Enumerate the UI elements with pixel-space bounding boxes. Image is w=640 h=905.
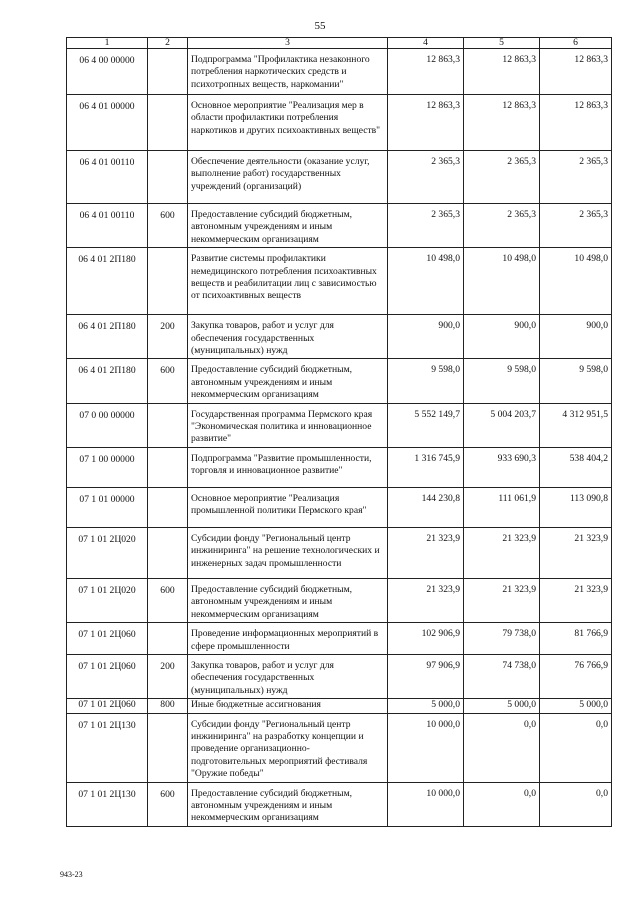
table-row xyxy=(67,527,612,578)
row-expense-type-cell: 200 xyxy=(148,315,188,359)
row-value-cell: 10 000,0 xyxy=(388,713,464,782)
row-expense-type-cell: 200 xyxy=(148,654,188,698)
row-value-cell: 9 598,0 xyxy=(540,359,612,403)
row-value-cell: 538 404,2 xyxy=(540,447,612,487)
row-name-cell: Иные бюджетные ассигнования xyxy=(188,699,388,713)
row-code-cell: 06 4 01 2П180 xyxy=(67,359,148,403)
column-header: 5 xyxy=(464,38,540,49)
column-header: 3 xyxy=(188,38,388,49)
row-value-cell: 5 000,0 xyxy=(388,699,464,713)
row-value-cell: 900,0 xyxy=(388,315,464,359)
row-value-cell: 0,0 xyxy=(540,713,612,782)
row-name-cell: Развитие системы профилактики немедицинского потребления психоактивных веществ и реабилитации лиц с зависимостью от психоактивных веществ xyxy=(188,248,388,315)
row-expense-type-cell: 600 xyxy=(148,359,188,403)
row-value-cell: 2 365,3 xyxy=(540,204,612,248)
table-row xyxy=(67,713,612,782)
column-header: 6 xyxy=(540,38,612,49)
row-value-cell: 0,0 xyxy=(464,713,540,782)
table-row xyxy=(67,95,612,151)
column-header: 4 xyxy=(388,38,464,49)
row-expense-type-cell xyxy=(148,623,188,655)
row-expense-type-cell: 600 xyxy=(148,578,188,622)
row-value-cell: 144 230,8 xyxy=(388,487,464,527)
row-value-cell: 1 316 745,9 xyxy=(388,447,464,487)
row-value-cell: 10 498,0 xyxy=(388,248,464,315)
row-name-cell: Предоставление субсидий бюджетным, автономным учреждениям и иным некоммерческим организациям xyxy=(188,782,388,826)
row-value-cell: 4 312 951,5 xyxy=(540,403,612,447)
row-expense-type-cell xyxy=(148,49,188,95)
row-expense-type-cell xyxy=(148,248,188,315)
row-value-cell: 12 863,3 xyxy=(388,49,464,95)
row-value-cell: 0,0 xyxy=(540,782,612,826)
row-name-cell: Обеспечение деятельности (оказание услуг, выполнение работ) государственных учреждений (организаций) xyxy=(188,151,388,204)
row-value-cell: 111 061,9 xyxy=(464,487,540,527)
row-name-cell: Закупка товаров, работ и услуг для обеспечения государственных (муниципальных) нужд xyxy=(188,315,388,359)
row-value-cell: 2 365,3 xyxy=(540,151,612,204)
table-row xyxy=(67,699,612,713)
row-code-cell: 07 1 01 00000 xyxy=(67,487,148,527)
row-name-cell: Проведение информационных мероприятий в сфере промышленности xyxy=(188,623,388,655)
table-row xyxy=(67,49,612,95)
row-name-cell: Подпрограмма "Развитие промышленности, торговля и инновационное развитие" xyxy=(188,447,388,487)
row-value-cell: 21 323,9 xyxy=(464,578,540,622)
row-name-cell: Предоставление субсидий бюджетным, автономным учреждениям и иным некоммерческим организациям xyxy=(188,204,388,248)
row-value-cell: 21 323,9 xyxy=(540,578,612,622)
row-value-cell: 900,0 xyxy=(540,315,612,359)
row-expense-type-cell xyxy=(148,713,188,782)
row-name-cell: Основное мероприятие "Реализация мер в области профилактики потребления наркотиков и других психоактивных веществ" xyxy=(188,95,388,151)
row-code-cell: 06 4 01 00110 xyxy=(67,151,148,204)
table-header xyxy=(67,38,612,49)
row-code-cell: 06 4 01 00110 xyxy=(67,204,148,248)
row-name-cell: Предоставление субсидий бюджетным, автономным учреждениям и иным некоммерческим организациям xyxy=(188,578,388,622)
row-code-cell: 07 1 01 2Ц060 xyxy=(67,699,148,713)
table-row xyxy=(67,151,612,204)
row-value-cell: 21 323,9 xyxy=(540,527,612,578)
row-value-cell: 74 738,0 xyxy=(464,654,540,698)
row-expense-type-cell xyxy=(148,527,188,578)
row-code-cell: 07 1 01 2Ц020 xyxy=(67,527,148,578)
row-value-cell: 9 598,0 xyxy=(464,359,540,403)
row-value-cell: 900,0 xyxy=(464,315,540,359)
row-expense-type-cell: 600 xyxy=(148,782,188,826)
table-row xyxy=(67,403,612,447)
row-value-cell: 5 552 149,7 xyxy=(388,403,464,447)
row-value-cell: 12 863,3 xyxy=(464,49,540,95)
page-number: 55 xyxy=(314,20,326,32)
row-value-cell: 12 863,3 xyxy=(388,95,464,151)
row-code-cell: 06 4 01 2П180 xyxy=(67,248,148,315)
row-value-cell: 12 863,3 xyxy=(540,49,612,95)
table-row xyxy=(67,248,612,315)
row-code-cell: 07 1 01 2Ц130 xyxy=(67,713,148,782)
row-code-cell: 07 1 01 2Ц130 xyxy=(67,782,148,826)
row-expense-type-cell xyxy=(148,487,188,527)
row-value-cell: 5 004 203,7 xyxy=(464,403,540,447)
row-value-cell: 2 365,3 xyxy=(464,151,540,204)
row-code-cell: 07 1 01 2Ц020 xyxy=(67,578,148,622)
row-name-cell: Подпрограмма "Профилактика незаконного потребления наркотических средств и психотропных веществ, наркомании" xyxy=(188,49,388,95)
row-value-cell: 10 498,0 xyxy=(540,248,612,315)
row-value-cell: 21 323,9 xyxy=(388,527,464,578)
row-name-cell: Государственная программа Пермского края "Экономическая политика и инновационное развитие" xyxy=(188,403,388,447)
row-code-cell: 07 0 00 00000 xyxy=(67,403,148,447)
row-value-cell: 9 598,0 xyxy=(388,359,464,403)
column-header: 1 xyxy=(67,38,148,49)
row-name-cell: Субсидии фонду "Региональный центр инжиниринга" на разработку концепции и проведение организационно-подготовительных мероприятий фестиваля "Оружие победы" xyxy=(188,713,388,782)
row-value-cell: 0,0 xyxy=(464,782,540,826)
column-header: 2 xyxy=(148,38,188,49)
row-value-cell: 5 000,0 xyxy=(464,699,540,713)
row-value-cell: 933 690,3 xyxy=(464,447,540,487)
row-code-cell: 07 1 01 2Ц060 xyxy=(67,654,148,698)
row-value-cell: 12 863,3 xyxy=(464,95,540,151)
row-value-cell: 113 090,8 xyxy=(540,487,612,527)
row-value-cell: 2 365,3 xyxy=(464,204,540,248)
row-name-cell: Предоставление субсидий бюджетным, автономным учреждениям и иным некоммерческим организациям xyxy=(188,359,388,403)
table-row xyxy=(67,578,612,622)
table-body xyxy=(67,49,612,827)
row-value-cell: 76 766,9 xyxy=(540,654,612,698)
row-code-cell: 06 4 01 2П180 xyxy=(67,315,148,359)
table-row xyxy=(67,204,612,248)
table-row xyxy=(67,447,612,487)
table-row xyxy=(67,315,612,359)
row-code-cell: 07 1 00 00000 xyxy=(67,447,148,487)
row-name-cell: Основное мероприятие "Реализация промышленной политики Пермского края" xyxy=(188,487,388,527)
row-name-cell: Закупка товаров, работ и услуг для обеспечения государственных (муниципальных) нужд xyxy=(188,654,388,698)
row-value-cell: 21 323,9 xyxy=(464,527,540,578)
table-row xyxy=(67,623,612,655)
row-expense-type-cell: 800 xyxy=(148,699,188,713)
row-name-cell: Субсидии фонду "Региональный центр инжиниринга" на решение технологических и инженерных задач промышленности xyxy=(188,527,388,578)
table-row xyxy=(67,487,612,527)
row-value-cell: 102 906,9 xyxy=(388,623,464,655)
row-value-cell: 81 766,9 xyxy=(540,623,612,655)
row-value-cell: 21 323,9 xyxy=(388,578,464,622)
table-row xyxy=(67,654,612,698)
row-expense-type-cell xyxy=(148,403,188,447)
row-value-cell: 2 365,3 xyxy=(388,204,464,248)
row-value-cell: 12 863,3 xyxy=(540,95,612,151)
row-expense-type-cell: 600 xyxy=(148,204,188,248)
row-expense-type-cell xyxy=(148,447,188,487)
row-value-cell: 2 365,3 xyxy=(388,151,464,204)
row-value-cell: 10 498,0 xyxy=(464,248,540,315)
row-expense-type-cell xyxy=(148,95,188,151)
row-value-cell: 79 738,0 xyxy=(464,623,540,655)
table-row xyxy=(67,359,612,403)
footer-code: 943-23 xyxy=(60,870,83,879)
row-code-cell: 06 4 00 00000 xyxy=(67,49,148,95)
row-code-cell: 07 1 01 2Ц060 xyxy=(67,623,148,655)
budget-table xyxy=(66,37,612,827)
row-code-cell: 06 4 01 00000 xyxy=(67,95,148,151)
row-value-cell: 97 906,9 xyxy=(388,654,464,698)
row-expense-type-cell xyxy=(148,151,188,204)
table-row xyxy=(67,782,612,826)
row-value-cell: 10 000,0 xyxy=(388,782,464,826)
header-row xyxy=(67,38,612,49)
row-value-cell: 5 000,0 xyxy=(540,699,612,713)
